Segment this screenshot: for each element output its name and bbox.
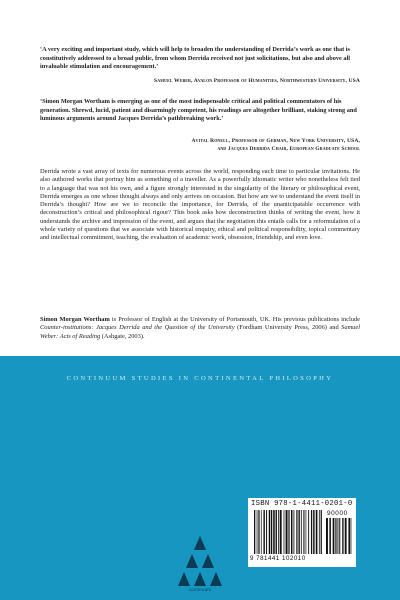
attribution-line: Samuel Weber, Avalon Professor of Humanities, Northwestern University, USA xyxy=(154,78,360,84)
publisher-logo-icon xyxy=(178,534,222,588)
publisher-name: continuum xyxy=(188,587,212,592)
ean-number: 9 781441 102010 xyxy=(250,555,306,562)
addon-barcode xyxy=(326,518,352,554)
book-description: Derrida wrote a vast array of texts for numerous events across the world, responding each time to particular invitations. He also authored works that portray him as something of a traveller. As a powerfully idiomatic writer who nonetheless felt tied to a language that was not his own, and a figure strongly interested in the singularity of the literary or philosophical event, Derrida emerges as one whose thought always and only arrives on occasion. But how are we to understand the event itself in Derrida’s thought? How are we to reconcile the importance, for Derrida, of the unanticipatable occurrence with deconstruction’s critical and philosophical rigour? This book asks how deconstruction thinks of writing the event, how it understands the archive and impression of the event, and argues that the negotiation this entails calls for a reformulation of a whole variety of questions that we associate with historical enquiry, ethical and political responsibility, topical commentary and intellectual commitment, teaching, the evaluation of academic work, obsession, friendship, and even love. xyxy=(40,168,360,241)
author-bio xyxy=(40,316,360,341)
endorsement-quote: ‘Simon Morgan Wortham is emerging as one of the most indispensable critical and political commentators of his generation. Shrewd, lucid, patient and disarmingly competent, his readings are altogether brilliant, staking strong and luminous arguments around Jacques Derrida’s pathbreaking work.’ xyxy=(40,98,357,123)
barcode-label xyxy=(248,498,356,567)
addon-price-code: 90000 xyxy=(327,510,348,517)
isbn-text: ISBN 978-1-4411-0201-0 xyxy=(251,500,353,508)
endorsement-attribution xyxy=(40,137,360,153)
book-title: Counter-institutions: Jacques Derrida and the Question of the University xyxy=(40,324,235,332)
bio-text: is Professor of English at the University of Portsmouth, UK. His previous publications include xyxy=(109,316,360,323)
endorsement-quote: ‘A very exciting and important study, which will help to broaden the understanding of Derrida’s work as one that is constitutively addressed to a broad public, from whom Derrida received not just solicitations, but also and above all invaluable stimulation and encouragement.’ xyxy=(40,46,351,71)
series-title: CONTINUUM STUDIES IN CONTINENTAL PHILOSOPHY xyxy=(66,375,334,382)
attribution-line: and Jacques Derrida Chair, European Graduate School xyxy=(217,146,360,153)
author-name: Simon Morgan Wortham xyxy=(40,316,110,323)
attribution-line: Avital Ronell, Professor of German, New York University, USA, xyxy=(191,138,360,144)
bio-text: (Fordham University Press, 2006) and xyxy=(234,324,342,332)
bio-text: (Ashgate, 2003). xyxy=(100,332,145,340)
book-title: Samuel Weber: Acts of Reading xyxy=(40,324,360,340)
ean-barcode xyxy=(254,510,322,554)
endorsement-attribution xyxy=(40,77,360,85)
